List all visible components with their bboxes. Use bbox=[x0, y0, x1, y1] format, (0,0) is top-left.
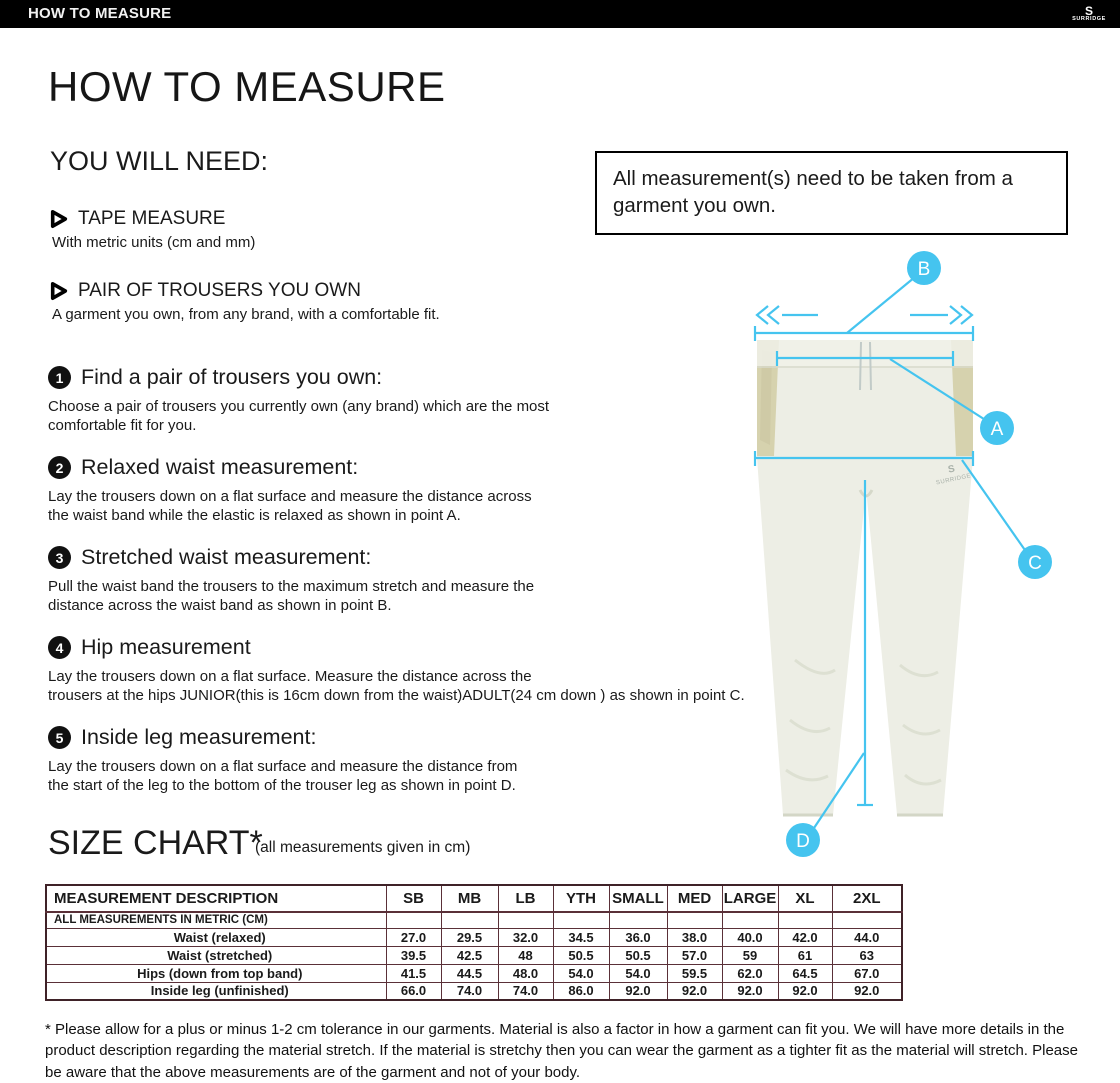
metric-note: ALL MEASUREMENTS IN METRIC (CM) bbox=[46, 912, 386, 928]
chevron-right-icon bbox=[950, 306, 961, 324]
col-header: MB bbox=[441, 885, 498, 912]
svg-text:SURRIDGE: SURRIDGE bbox=[935, 473, 972, 487]
trousers-measurement-diagram bbox=[700, 240, 1120, 890]
need-item-label: TAPE MEASURE bbox=[78, 208, 226, 229]
leader-line-C bbox=[962, 460, 1027, 553]
col-header: XL bbox=[778, 885, 832, 912]
need-item-label: PAIR OF TROUSERS YOU OWN bbox=[78, 280, 361, 301]
step-2 bbox=[48, 455, 532, 525]
step-title: Relaxed waist measurement: bbox=[81, 455, 359, 479]
point-A-label: A bbox=[990, 419, 1004, 440]
size-chart-table bbox=[45, 884, 903, 1001]
point-C-label: C bbox=[1028, 553, 1042, 574]
need-item-tape-measure bbox=[50, 208, 255, 251]
step-title: Stretched waist measurement: bbox=[81, 545, 372, 569]
step-title: Hip measurement bbox=[81, 635, 251, 659]
table-row: Waist (stretched) 39.5 42.5 48 50.5 50.5 57.0 59 61 63 bbox=[46, 946, 902, 964]
header-title: HOW TO MEASURE bbox=[28, 5, 172, 22]
col-header: SMALL bbox=[609, 885, 667, 912]
step-number-badge: 4 bbox=[48, 636, 71, 659]
header-bar bbox=[0, 0, 1120, 28]
size-chart-subheading: (all measurements given in cm) bbox=[255, 839, 471, 856]
drawstring bbox=[860, 342, 861, 390]
col-header: 2XL bbox=[832, 885, 902, 912]
metric-note-row bbox=[46, 912, 902, 928]
brand-name: SURRIDGE bbox=[1072, 15, 1106, 22]
col-header: LARGE bbox=[722, 885, 778, 912]
table-row: Hips (down from top band) 41.5 44.5 48.0 54.0 54.0 59.5 62.0 64.5 67.0 bbox=[46, 964, 902, 982]
step-number-badge: 1 bbox=[48, 366, 71, 389]
table-row: Inside leg (unfinished) 66.0 74.0 74.0 86.0 92.0 92.0 92.0 92.0 92.0 bbox=[46, 982, 902, 1000]
triangle-bullet-icon bbox=[50, 209, 68, 229]
size-chart-heading: SIZE CHART* bbox=[48, 824, 263, 862]
step-body: Pull the waist band the trousers to the maximum stretch and measure the distance across the waist band as shown in point B. bbox=[48, 578, 535, 614]
step-body: Choose a pair of trousers you currently own (any brand) which are the most comfortable fit for you. bbox=[48, 398, 550, 434]
trousers-illustration bbox=[700, 240, 1120, 890]
col-header: MED bbox=[667, 885, 722, 912]
step-1 bbox=[48, 365, 549, 435]
col-header: SB bbox=[386, 885, 441, 912]
point-B-label: B bbox=[917, 259, 931, 280]
leader-line-B bbox=[847, 277, 915, 333]
step-number-badge: 3 bbox=[48, 546, 71, 569]
step-body: Lay the trousers down on a flat surface. Measure the distance across the trousers at the hips JUNIOR(this is 16cm down from the waist)ADULT(24 cm down ) as shown in point C. bbox=[48, 668, 745, 704]
surridge-logo-icon bbox=[1066, 1, 1112, 27]
step-number-badge: 2 bbox=[48, 456, 71, 479]
footnote: * Please allow for a plus or minus 1-2 cm tolerance in our garments. Material is also a factor in how a garment can fit you. We will have more details in the product description regarding the material stretch. If the material is stretchy then you can wear the garment as a tighter fit as the material will stretch. Please be aware that the above measurements are of the garment and not of your body. bbox=[45, 1021, 1078, 1081]
need-item-trousers bbox=[50, 280, 440, 323]
step-title: Find a pair of trousers you own: bbox=[81, 365, 383, 389]
step-body: Lay the trousers down on a flat surface and measure the distance across the waist band while the elastic is relaxed as shown in point A. bbox=[48, 488, 532, 524]
note-box: All measurement(s) need to be taken from a garment you own. bbox=[595, 151, 1068, 235]
surridge-s-icon: S bbox=[1084, 3, 1093, 18]
need-item-sub: With metric units (cm and mm) bbox=[52, 234, 256, 251]
chevron-left-icon bbox=[768, 306, 779, 324]
point-D-label: D bbox=[796, 831, 810, 852]
you-will-need-heading: YOU WILL NEED: bbox=[50, 146, 269, 176]
step-3 bbox=[48, 545, 534, 615]
need-item-sub: A garment you own, from any brand, with a comfortable fit. bbox=[52, 306, 440, 323]
page-title: HOW TO MEASURE bbox=[48, 63, 446, 110]
col-header: LB bbox=[498, 885, 553, 912]
step-5 bbox=[48, 725, 517, 795]
table-header-row bbox=[46, 885, 902, 912]
step-number-badge: 5 bbox=[48, 726, 71, 749]
drawstring bbox=[870, 342, 871, 390]
waistband bbox=[757, 340, 973, 366]
col-header: MEASUREMENT DESCRIPTION bbox=[46, 885, 386, 912]
table-row: Waist (relaxed) 27.0 29.5 32.0 34.5 36.0 38.0 40.0 42.0 44.0 bbox=[46, 928, 902, 946]
col-header: YTH bbox=[553, 885, 609, 912]
svg-text:S: S bbox=[947, 463, 956, 476]
step-title: Inside leg measurement: bbox=[81, 725, 317, 749]
triangle-bullet-icon bbox=[50, 281, 68, 301]
step-4 bbox=[48, 635, 745, 705]
step-body: Lay the trousers down on a flat surface and measure the distance from the start of the leg to the bottom of the trouser leg as shown in point D. bbox=[48, 758, 518, 794]
